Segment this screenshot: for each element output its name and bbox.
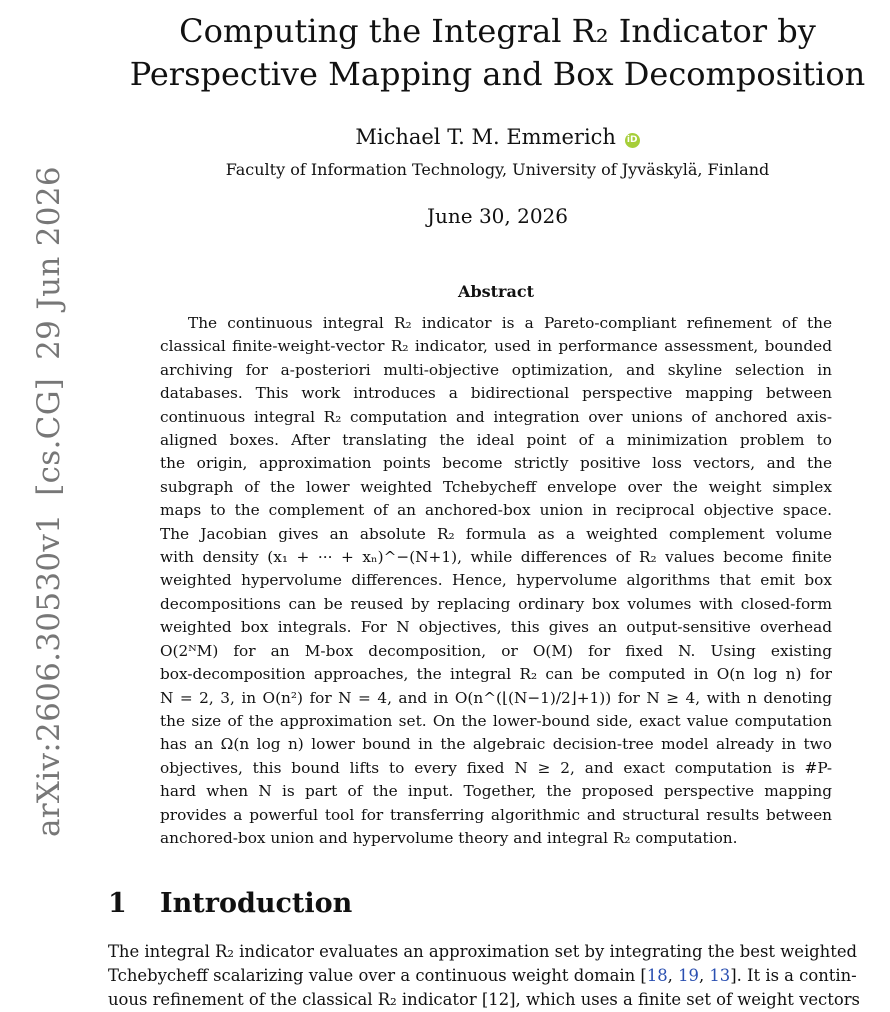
intro-text: ]. It is a contin- (730, 966, 857, 985)
arxiv-date: 29 Jun 2026 (31, 166, 67, 360)
abstract-line: with density (x₁ + ··· + xₙ)^−(N+1), while differences of R₂ values become finite (160, 548, 832, 567)
abstract-line: subgraph of the lower weighted Tchebycheff envelope over the weight simplex (160, 477, 832, 496)
paper-title (105, 10, 890, 96)
abstract-line: archiving for a-posteriori multi-objective optimization, and skyline selection in (160, 360, 832, 379)
abstract-line: the size of the approximation set. On the lower-bound side, exact value computation (160, 711, 832, 730)
arxiv-category: [cs.CG] (31, 377, 67, 496)
abstract-line: weighted box integrals. For N objectives, this gives an output-sensitive overhead (160, 618, 832, 637)
abstract-heading: Abstract (458, 282, 534, 301)
abstract-line: classical finite-weight-vector R₂ indicator, used in performance assessment, bounded (160, 337, 832, 356)
arxiv-id: arXiv:2606.30530v1 (31, 513, 67, 837)
author-line (105, 122, 890, 152)
intro-line: The integral R₂ indicator evaluates an approximation set by integrating the best weighted (108, 942, 858, 961)
abstract-line: maps to the complement of an anchored-box union in reciprocal objective space. (160, 501, 832, 520)
author-affiliation: Faculty of Information Technology, University of Jyväskylä, Finland (225, 160, 770, 179)
citation-link[interactable]: 13 (709, 966, 731, 985)
abstract-line: databases. This work introduces a bidirectional perspective mapping between (160, 384, 832, 403)
intro-text: Tchebycheff scalarizing value over a continuous weight domain [ (108, 966, 647, 985)
citation-separator: , (698, 966, 710, 985)
abstract-line: N = 2, 3, in O(n²) for N = 4, and in O(n^(⌊(N−1)/2⌋+1)) for N ≥ 4, with n denoting (160, 688, 832, 707)
paper-title-line-2: Perspective Mapping and Box Decomposition (129, 55, 866, 93)
abstract-line: O(2ᴺM) for an M-box decomposition, or O(M) for fixed N. Using existing (160, 641, 832, 660)
paper-title-line-1: Computing the Integral R₂ Indicator by (179, 12, 816, 50)
abstract-line: aligned boxes. After translating the ideal point of a minimization problem to (160, 431, 832, 450)
abstract-body (160, 312, 832, 850)
intro-line (108, 964, 888, 988)
abstract-line: hard when N is part of the input. Together, the proposed perspective mapping (160, 782, 832, 801)
citation-link[interactable]: 19 (678, 966, 699, 985)
abstract-line: provides a powerful tool for transferring algorithmic and structural results between (160, 805, 832, 824)
abstract-line: the origin, approximation points become strictly positive loss vectors, and the (160, 454, 832, 473)
section-title: Introduction (160, 888, 353, 919)
section-heading-introduction (108, 886, 352, 922)
abstract-line: The Jacobian gives an absolute R₂ formula as a weighted complement volume (160, 524, 832, 543)
abstract-line: objectives, this bound lifts to every fixed N ≥ 2, and exact computation is #P- (160, 758, 832, 777)
abstract-line: weighted hypervolume differences. Hence, hypervolume algorithms that emit box (160, 571, 832, 590)
author-name: Michael T. M. Emmerich (355, 125, 616, 149)
introduction-paragraph (108, 940, 888, 1012)
arxiv-sidebar-stamp (29, 166, 69, 837)
section-number: 1 (108, 888, 127, 919)
abstract-line: The continuous integral R₂ indicator is a Pareto-compliant refinement of the (188, 314, 832, 332)
abstract-line: box-decomposition approaches, the integral R₂ can be computed in O(n log n) for (160, 665, 832, 684)
abstract-line: continuous integral R₂ computation and integration over unions of anchored axis- (160, 407, 832, 426)
abstract-line: has an Ω(n log n) lower bound in the algebraic decision-tree model already in two (160, 735, 832, 754)
orcid-icon[interactable]: iD (625, 133, 640, 148)
paper-date: June 30, 2026 (426, 204, 569, 228)
abstract-line: anchored-box union and hypervolume theory and integral R₂ computation. (160, 828, 738, 847)
citation-link[interactable]: 18 (646, 966, 668, 985)
intro-line: uous refinement of the classical R₂ indicator [12], which uses a finite set of weight vectors (108, 990, 860, 1009)
citation-separator: , (667, 966, 679, 985)
abstract-line: decompositions can be reused by replacing ordinary box volumes with closed-form (160, 594, 832, 613)
